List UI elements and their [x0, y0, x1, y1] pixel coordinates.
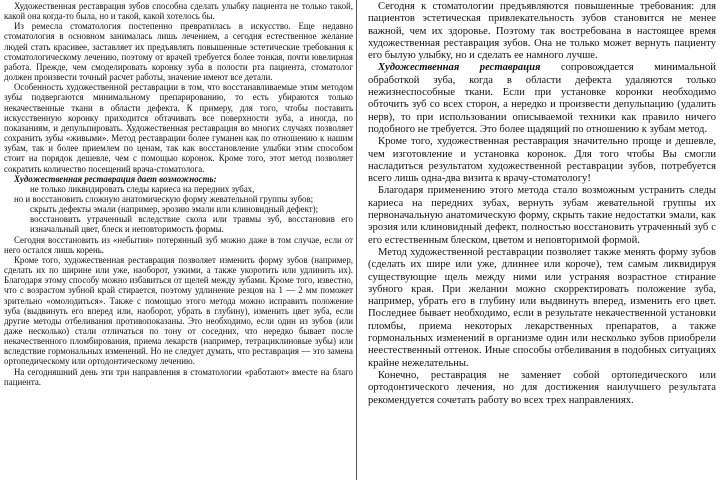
- body-text: сопровождается минимальной обработкой зуба, когда в области дефекта удаляются только нежизнеспособные ткани. Если при установке коронки необходимо обточить зуб со всех сторон, а нередко и произвести депульпацию (удалить нерв), то при использовании описываемой техники как правило ничего подобного не требуется. Это более щадящий по отношению к зубам метод.: [368, 62, 716, 135]
- left-paragraph-7: [4, 367, 353, 387]
- emphasis-text: Сегодня к стоматологии предъявляются повышенные требования:: [378, 1, 695, 12]
- emphasis-text: художественная реставрация: [63, 254, 175, 265]
- body-text: Конечно, реставрация не заменяет собой ортопедического или ортодонтического лечения, но для достижения наилучшего результата рекомендуется сочетать работу во всех трех направлениях.: [368, 369, 716, 406]
- right-paragraph-1: [368, 1, 716, 62]
- body-text: но и восстановить сложную анатомическую форму жевательной группы зубов;: [14, 193, 314, 204]
- right-column: [362, 0, 720, 480]
- right-paragraph-4: [368, 185, 716, 246]
- left-list-item-2: [4, 194, 353, 204]
- body-text: На сегодняшний день эти три направления в стоматологии «работают» вместе на благо пациента.: [4, 366, 353, 387]
- left-paragraph-5: [4, 235, 353, 255]
- left-list-item-3: [4, 204, 353, 214]
- emphasis-text: Благодаря применению этого метода стало возможным: [378, 185, 635, 197]
- right-paragraph-3: [368, 136, 716, 185]
- emphasis-text: Художественная реставрация зубов: [14, 1, 150, 11]
- body-text: восстановить утраченный вследствие скола или травмы зуб, восстановив его изначальный цвет, блеск и неповторимость формы.: [30, 214, 353, 235]
- body-text: Сегодня восстановить из «небытия» потерянный зуб можно даже в том случае, если от него остался лишь корень.: [4, 234, 353, 255]
- left-column: [0, 0, 355, 480]
- left-list-heading: [4, 174, 353, 184]
- right-paragraph-5: [368, 247, 716, 370]
- body-text: Кроме того,: [14, 254, 64, 265]
- column-divider: [356, 0, 357, 480]
- body-text: . Еще недавно стоматология в основном занималась лишь лечением, а сегодня естественное желание людей стать красивее, заставляет их предъявлять повышенные эстетические требования к стоматологическому лечению, поэтому от врачей требуется более тонкая, почти ювелирная работа. Прежде, чем смоделировать коронку зуба в полости рта пациента, стоматолог должен произвести точный расчет работы, значение имеют все детали.: [4, 21, 353, 83]
- left-paragraph-1: [4, 1, 353, 21]
- right-paragraph-2: [368, 62, 716, 136]
- emphasis-text: Особенность художественной реставрации: [14, 82, 178, 93]
- emphasis-text: стоматология постепенно превратилась в искусство: [70, 21, 289, 32]
- body-text: в том, что восстанавливаемые этим методом зубы подвергаются минимальному препарированию, то есть убираются только некачественные ткани в области дефекта. К примеру, для того, чтобы поставить искусственную коронку приходится обтачивать все поверхности зуба, а иногда, по показаниям, и депульпировать. Художественная реставрация во многих случаях позволяет сохранить зубы «живыми». Метод реставрации более гуманен как по отношению к нашим зубам, так и более приемлем по ценам, так как восстановление улыбки этим способом стоит на порядок дешевле, чем с помощью коронок. Кроме того, этот метод позволяет сократить количество посещений врача-стоматолога.: [4, 82, 353, 174]
- body-text: , чем изготовление и установка коронок. Для того чтобы Вы смогли насладиться результатом художественной реставрации зубов, потребуется всего лишь одна-два визита к врачу-стоматологу!: [368, 136, 716, 185]
- left-paragraph-3: [4, 82, 353, 173]
- body-text: позволяет также менять форму зубов (сделать их шире или уже, длиннее или короче), тем самым ликвидируя существующие щель между ними или устраняя возрастное стирание зубного края. При желании можно скорректировать положение зуба, например, убрать его в глубину или выдвинуть вперед, изменить его цвет. Последнее бывает необходимо, если в результате некачественной установки пломбы, приема некоторых лекарственных препаратов, а также гормональных изменений в организме один или несколько зубов приобрели неестественный оттенок. Иные способы отбеливания в подобных ситуациях крайне нежелательны.: [368, 246, 716, 369]
- body-text: для пациентов эстетическая привлекательность зубов становится не менее важной, чем их здоровье. Поэтому так востребована в настоящее время художественная реставрация зубов. Она не только может вернуть пациенту его былую улыбку, но и сделать ее намного лучше.: [368, 1, 716, 62]
- left-list-item-1: [4, 184, 353, 194]
- emphasis-text: Метод художественной реставрации: [378, 246, 544, 258]
- body-text: способна сделать улыбку пациента не только такой, какой она когда-то была, но и такой, какой хотелось бы.: [4, 1, 353, 22]
- body-text: скрыть дефекты эмали (например, эрозию эмали или клиновидный дефект);: [30, 204, 319, 215]
- body-text: позволяет изменить форму зубов (например, сделать их по ширине или уже, наоборот, узкими, а также укоротить или удлинить их). Благодаря этому способу можно избавиться от щелей между зубами. Кроме того, известно, что с возрастом зубной край стирается, поэтому удлинение резцов на 1 — 2 мм поможет зрительно «омолодиться». Также с помощью этого метода можно исправить положение зуба (выдвинуть его вперед или, наоборот, убрать в глубину), изменить цвет зуба, если другие методы отбеливания противопоказаны. Это необходимо, если один из зубов (или даже несколько) стали отличаться по тону от соседних, что нередко бывает после некачественного пломбирования, приема лекарств (например, тетрациклиновые зубы) или вследствие гормональных изменений. Но не следует думать, что реставрация — это замена ортопедическому или ортодонтическому лечению.: [4, 254, 353, 367]
- emphasis-text: Художественная реставрация дает возможность:: [14, 173, 217, 184]
- emphasis-text: Художественная реставрация: [378, 62, 541, 74]
- left-paragraph-2: [4, 21, 353, 82]
- left-paragraph-6: [4, 255, 353, 367]
- body-text: Из ремесла: [14, 21, 71, 32]
- right-paragraph-6: [368, 370, 716, 407]
- left-list-item-4: [4, 214, 353, 234]
- body-text: Кроме того,: [378, 136, 437, 148]
- body-text: не только ликвидировать следы кариеса на передних зубах,: [30, 183, 255, 194]
- body-text: устранить следы кариеса на передних зубах, вернуть зубам жевательной группы их первоначальную анатомическую форму, скрыть такие недостатки эмали, как эрозия или клиновидный дефект, полностью восстановить утраченный зуб с его естественным блеском, цветом и неповторимой формой.: [368, 185, 716, 246]
- emphasis-text: художественная реставрация значительно проще и дешевле: [436, 136, 714, 148]
